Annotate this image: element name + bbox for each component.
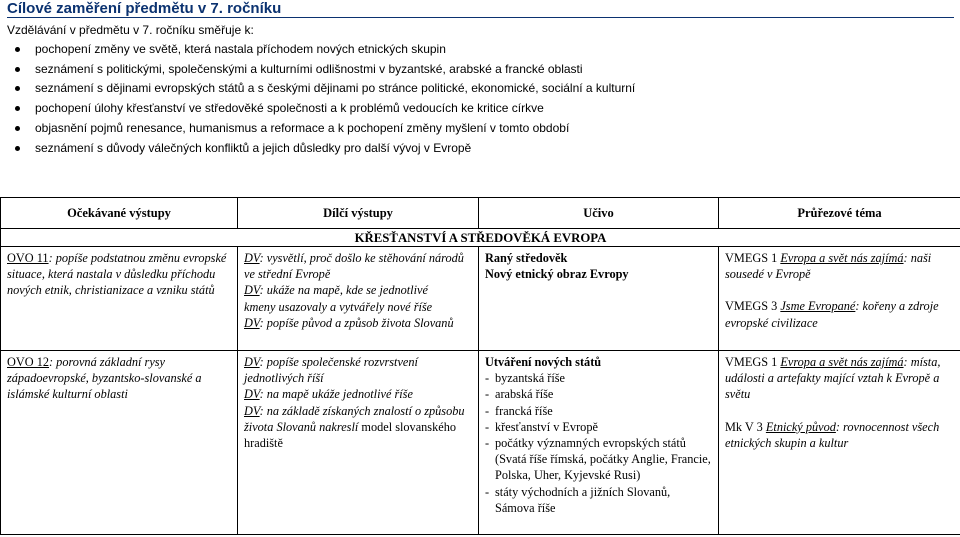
pt-prefix: VMEGS 1 — [725, 251, 781, 265]
dv-text: : na základě získaných znalostí o způsobu života Slovanů nakreslí — [244, 403, 465, 434]
title-rule — [7, 17, 954, 18]
ucivo-item: Nový etnický obraz Evropy — [485, 267, 629, 282]
ucivo-item: - francká říše — [485, 403, 712, 419]
pt-cell — [719, 247, 960, 351]
intro-text: Vzdělávání v předmětu v 7. ročníku směřuje k: — [7, 23, 254, 37]
curriculum-table — [0, 197, 960, 535]
ovo-cell — [1, 247, 238, 351]
goal-item: pochopení úlohy křesťanství ve středověké společnosti a k problémů vedoucích ke kritice církve — [15, 99, 635, 119]
pt-link: Jsme Evropané — [780, 299, 856, 314]
dv-code: DV — [244, 283, 260, 298]
goal-item: seznámení s důvody válečných konfliktů a jejich důsledky pro další vývoj v Evropě — [15, 139, 635, 159]
ovo-code: OVO 11 — [7, 251, 49, 265]
pt-cell — [719, 351, 960, 535]
pt-suffix: : naši sousedé v Evropě — [725, 251, 932, 282]
dv-text: model slovanského hradiště — [244, 419, 456, 451]
dv-text: : ukáže na mapě, kde se jednotlivé — [259, 283, 428, 298]
header-cross-topic: Průřezové téma — [719, 198, 960, 229]
header-partial-outcomes: Dílčí výstupy — [238, 198, 479, 229]
dv-code: DV — [244, 387, 260, 402]
goal-item: pochopení změny ve světě, která nastala příchodem nových etnických skupin — [15, 40, 635, 60]
goal-item: seznámení s politickými, společenskými a kulturními odlišnostmi v byzantské, arabské a francké oblasti — [15, 60, 635, 80]
ucivo-item: - počátky významných evropských států (Svatá říše římská, počátky Anglie, Francie, Polska, Uher, Kyjevské Rusi) — [485, 435, 712, 484]
dv-code: DV — [244, 251, 260, 265]
dv-code: DV — [244, 355, 260, 369]
page-title: Cílové zaměření předmětu v 7. ročníku — [7, 0, 282, 17]
pt-link: Evropa a svět nás zajímá — [780, 251, 904, 265]
ucivo-cell — [479, 247, 719, 351]
dv-cell — [238, 247, 479, 351]
dv-text: : vysvětlí, proč došlo ke stěhování národů ve střední Evropě — [244, 251, 464, 282]
ucivo-item: Raný středověk — [485, 251, 568, 265]
table-row — [1, 247, 960, 351]
dv-text: : na mapě ukáže jednotlivé říše — [259, 387, 413, 402]
ucivo-cell — [479, 351, 719, 535]
section-row — [1, 229, 960, 247]
ucivo-list — [485, 370, 712, 516]
goal-item: objasnění pojmů renesance, humanismus a reformace a k pochopení změny myšlení v tomto období — [15, 119, 635, 139]
pt-link: Evropa a svět nás zajímá — [780, 355, 904, 369]
pt-suffix: : kořeny a zdroje evropské civilizace — [725, 299, 939, 330]
dv-text: : popíše společenské rozvrstvení jednotlivých říší — [244, 355, 418, 386]
header-expected-outcomes: Očekávané výstupy — [1, 198, 238, 229]
ucivo-item: - křesťanství v Evropě — [485, 419, 712, 435]
ucivo-title: Utváření nových států — [485, 355, 602, 369]
pt-suffix: : místa, události a artefakty mající vztah k Evropě a světu — [725, 355, 941, 402]
ovo-cell — [1, 351, 238, 535]
pt-suffix: : rovnocennost všech etnických skupin a kultur — [725, 419, 940, 450]
goal-list — [15, 40, 635, 158]
ovo-code: OVO 12 — [7, 355, 50, 369]
dv-code: DV — [244, 403, 260, 418]
ucivo-item: - arabská říše — [485, 386, 712, 402]
table-header-row — [1, 198, 960, 229]
dv-code: DV — [244, 315, 260, 330]
table-row — [1, 351, 960, 535]
ovo-text: : popíše podstatnou změnu evropské situace, která nastala v důsledku příchodu nových etnik, christianizace a vzniku států — [7, 251, 227, 298]
header-curriculum: Učivo — [479, 198, 719, 229]
pt-prefix: VMEGS 1 — [725, 355, 781, 369]
ucivo-item: - byzantská říše — [485, 370, 712, 386]
section-title: KŘESŤANSTVÍ A STŘEDOVĚKÁ EVROPA — [1, 229, 960, 247]
pt-link: Etnický původ — [765, 419, 836, 434]
dv-text: kmeny usazovaly a vytvářely nové říše — [244, 299, 433, 314]
dv-cell — [238, 351, 479, 535]
pt-prefix: Mk V 3 — [725, 419, 766, 434]
pt-prefix: VMEGS 3 — [725, 299, 781, 314]
goal-item: seznámení s dějinami evropských států a s českými dějinami po stránce politické, ekonomické, sociální a kulturní — [15, 79, 635, 99]
dv-text: : popíše původ a způsob života Slovanů — [259, 315, 454, 330]
ovo-text: : porovná základní rysy západoevropské, byzantsko-slovanské a islámské kulturní oblasti — [7, 355, 202, 402]
ucivo-item: - státy východních a jižních Slovanů, Sámova říše — [485, 484, 712, 516]
